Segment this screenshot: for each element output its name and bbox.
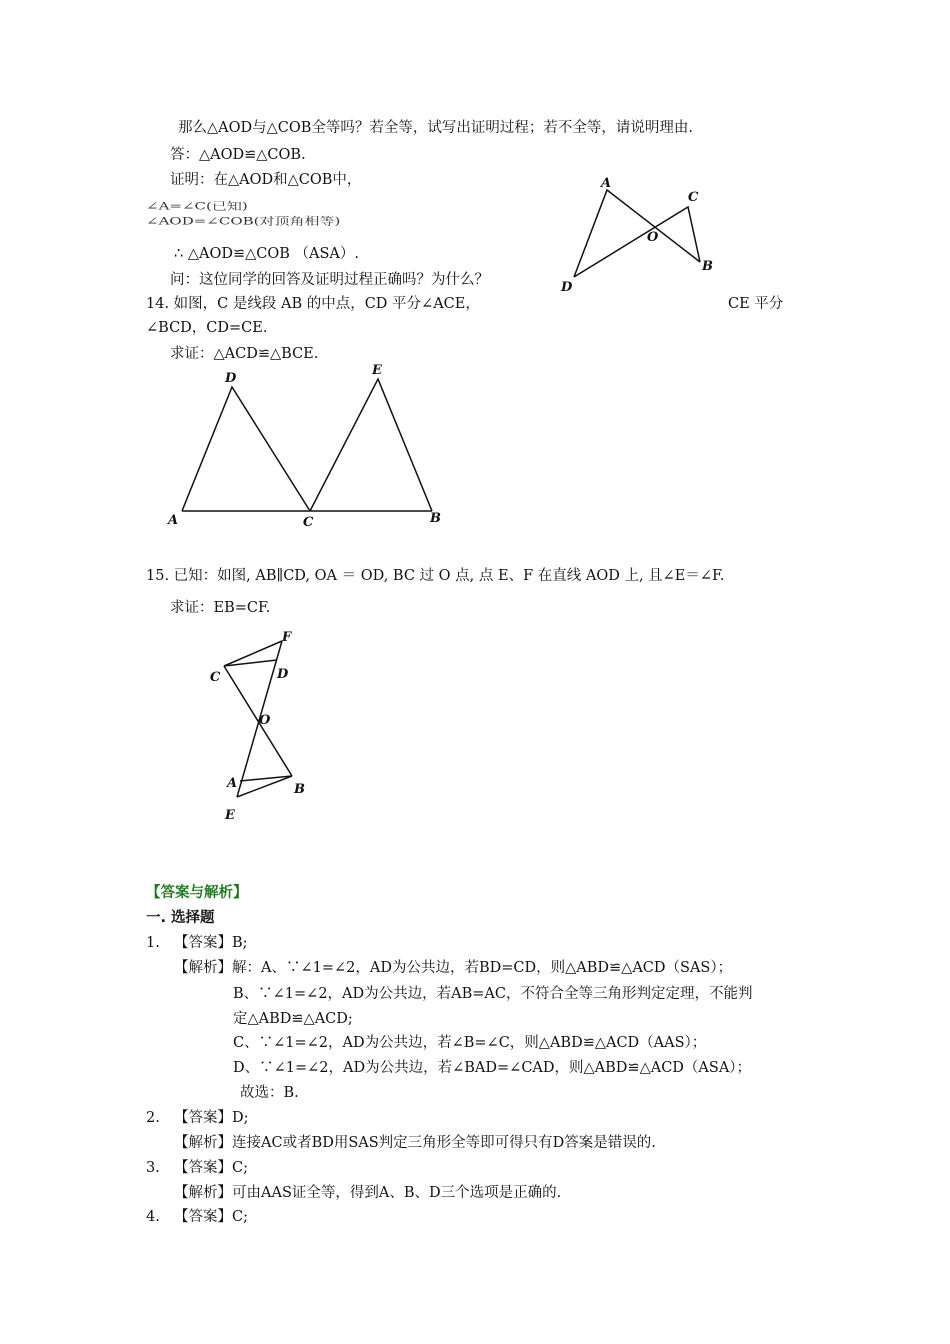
answer-3-analysis: 【解析】可由AAS证全等，得到A、B、D三个选项是正确的. (174, 1185, 562, 1201)
answer-1-option-d: D、∵∠1=∠2，AD为公共边，若∠BAD=∠CAD，则△ABD≌△ACD（ASA）； (233, 1060, 752, 1076)
fig13-label-d: D (561, 280, 573, 295)
answer-2-answer: 【答案】D; (174, 1110, 249, 1126)
q13-proof-intro: 证明：在△AOD和△COB中， (170, 172, 362, 188)
answer-1-analysis: 【解析】解：A、∵∠1=∠2，AD为公共边，若BD=CD，则△ABD≌△ACD（SAS）； (174, 960, 733, 976)
fig14-label-a: A (168, 513, 179, 528)
answer-1-answer: 【答案】B; (174, 935, 248, 951)
answer-1-option-b-line2: 定△ABD≌△ACD; (233, 1011, 353, 1027)
fig15-label-a: A (227, 776, 238, 791)
fig14-label-e: E (372, 363, 382, 378)
q13-brace-line2: ∠AOD=∠COB(对顶角相等) (146, 214, 341, 228)
fig13-label-c: C (688, 190, 699, 205)
answer-2-analysis: 【解析】连接AC或者BD用SAS判定三角形全等即可得只有D答案是错误的. (174, 1135, 656, 1151)
fig13-label-a: A (601, 176, 612, 191)
fig13-label-b: B (702, 259, 713, 274)
q14-prove: 求证：△ACD≌△BCE. (170, 346, 319, 362)
q13-brace-line1: ∠A=∠C(已知) (146, 199, 248, 213)
fig15-label-c: C (210, 670, 221, 685)
answer-1-choice: 故选：B. (240, 1085, 299, 1101)
answer-1-number: 1. (146, 935, 160, 951)
fig14-label-b: B (430, 511, 441, 526)
q14-line1-right: CE 平分 (728, 296, 784, 312)
fig15-label-b: B (294, 782, 305, 797)
answer-2-number: 2. (146, 1110, 160, 1126)
fig15-label-o: O (259, 713, 271, 728)
fig15-segment-cb (224, 666, 292, 776)
fig14-label-d: D (225, 371, 237, 386)
q13-answer: 答：△AOD≌△COB. (170, 147, 306, 163)
fig14-label-c: C (303, 515, 314, 530)
answer-3-answer: 【答案】C; (174, 1160, 248, 1176)
fig13-label-o: O (647, 230, 659, 245)
answers-heading: 【答案与解析】 (146, 885, 248, 901)
fig15-label-d: D (277, 667, 289, 682)
answer-4-number: 4. (146, 1209, 160, 1225)
q15-line1: 15. 已知：如图, AB∥CD, OA ＝ OD, BC 过 O 点, 点 E、F 在直线 AOD 上, 且∠E＝∠F. (146, 568, 725, 584)
q13-ask: 问：这位同学的回答及证明过程正确吗？为什么？ (170, 272, 489, 288)
fig15-label-e: E (225, 808, 235, 823)
fig15-label-f: F (282, 630, 292, 645)
q15-prove: 求证：EB=CF. (170, 600, 271, 616)
q13-question: 那么△AOD与△COB全等吗？若全等，试写出证明过程；若不全等，请说明理由. (178, 120, 694, 136)
q14-line2: ∠BCD，CD=CE. (146, 320, 268, 336)
answers-section-title: 一. 选择题 (146, 910, 215, 926)
answer-4-answer: 【答案】C; (174, 1209, 248, 1225)
q14-line1-left: 14. 如图，C 是线段 AB 的中点，CD 平分∠ACE， (146, 296, 480, 312)
answer-1-option-c: C、∵∠1=∠2，AD为公共边，若∠B=∠C，则△ABD≌△ACD（AAS）； (233, 1035, 707, 1051)
answer-3-number: 3. (146, 1160, 160, 1176)
answer-1-option-b-line1: B、∵∠1=∠2，AD为公共边，若AB=AC，不符合全等三角形判定定理，不能判 (233, 986, 753, 1002)
q13-therefore: ∴ △AOD≌△COB （ASA）. (174, 246, 360, 262)
